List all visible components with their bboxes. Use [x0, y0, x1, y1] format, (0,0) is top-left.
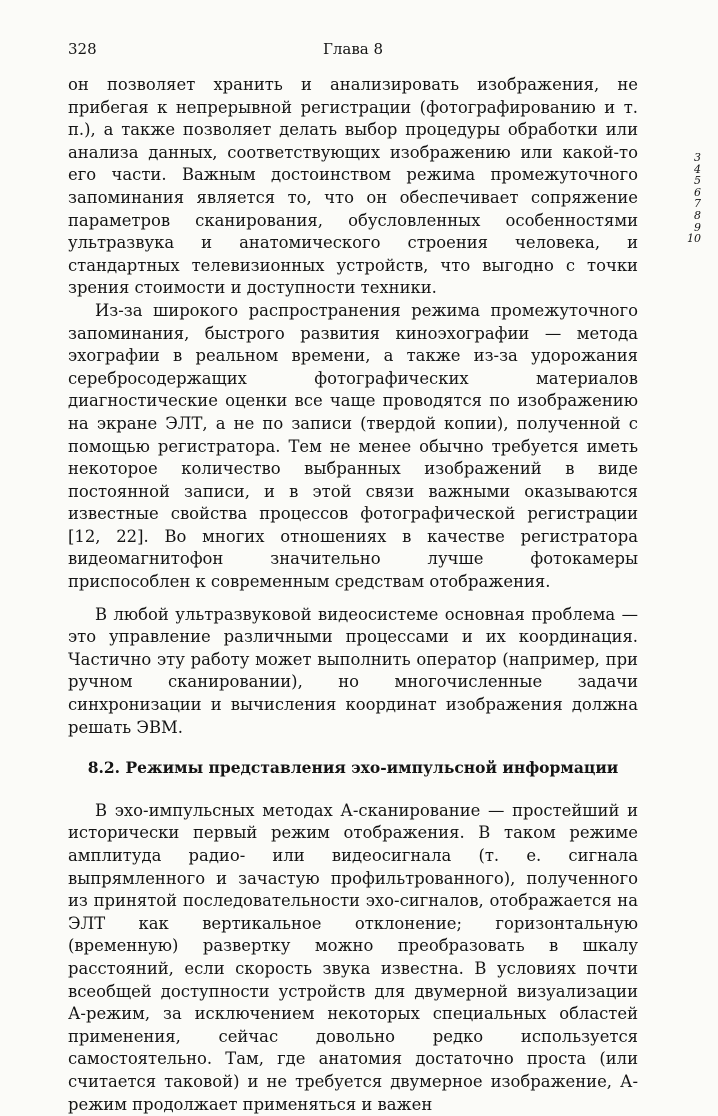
- paragraph: В любой ультразвуковой видеосистеме основная проблема — это управление различными процессами и их координация. Частично эту работу может выполнить оператор (например, при ручном сканировании), но многочисленные задачи синхронизации и вычисления координат изображения должна решать ЭВМ.: [68, 604, 638, 737]
- page-number: 328: [68, 40, 97, 58]
- section-heading: 8.2. Режимы представления эхо-импульсной информации: [87, 758, 619, 778]
- margin-number: 6: [694, 185, 701, 199]
- book-page: [68, 40, 638, 1116]
- body-text: [68, 74, 638, 1116]
- margin-number: 9: [694, 220, 701, 234]
- margin-number: 7: [694, 197, 701, 211]
- chapter-title: Глава 8: [322, 40, 384, 58]
- margin-number: 10: [687, 232, 701, 246]
- margin-line-numbers: [687, 152, 701, 245]
- paragraph: Из-за широкого распространения режима промежуточного запоминания, быстрого развития киноэхографии — метода эхографии в реальном времени, а также из-за удорожания серебросодержащих фотографических материалов диагностические оценки все чаще проводятся по изображению на экране ЭЛТ, а не по записи (твердой копии), полученной с помощью регистратора. Тем не менее обычно требуется иметь некоторое количество выбранных изображений в виде постоянной записи, и в этой связи важными оказываются известные свойства процессов фотографической регистрации [12, 22]. Во многих отношениях в качестве регистратора видеомагнитофон значительно лучше фотокамеры приспособлен к современным средствам отображения.: [68, 300, 638, 592]
- margin-number: 3: [694, 151, 701, 164]
- running-header: [68, 40, 638, 70]
- margin-number: 4: [694, 162, 701, 176]
- margin-number: 5: [694, 174, 701, 188]
- paragraph-continuation: он позволяет хранить и анализировать изображения, не прибегая к непрерывной регистрации (фотографированию и т. п.), а также позволяет делать выбор процедуры обработки или анализа данных, соответствующих изображению или какой-то его части. Важным достоинством режима промежуточного запоминания является то, что он обеспечивает сопряжение параметров сканирования, обусловленных особенностями ультразвука и анатомического строения человека, и стандартных телевизионных устройств, что выгодно с точки зрения стоимости и доступности техники.: [68, 75, 638, 298]
- margin-number: 8: [694, 208, 701, 222]
- paragraph: В эхо-импульсных методах А-сканирование — простейший и исторически первый режим отображения. В таком режиме амплитуда радио- или видеосигнала (т. е. сигнала выпрямленного и зачастую профильтрованного), полученного из принятой последовательности эхо-сигналов, отображается на ЭЛТ как вертикальное отклонение; горизонтальную (временную) развертку можно преобразовать в шкалу расстояний, если скорость звука известна. В условиях почти всеобщей доступности устройств для двумерной визуализации А-режим, за исключением некоторых специальных областей применения, сейчас довольно редко используется самостоятельно. Там, где анатомия достаточно проста (или считается таковой) и не требуется двумерное изображение, А-режим продолжает применяться и важен: [68, 800, 638, 1114]
